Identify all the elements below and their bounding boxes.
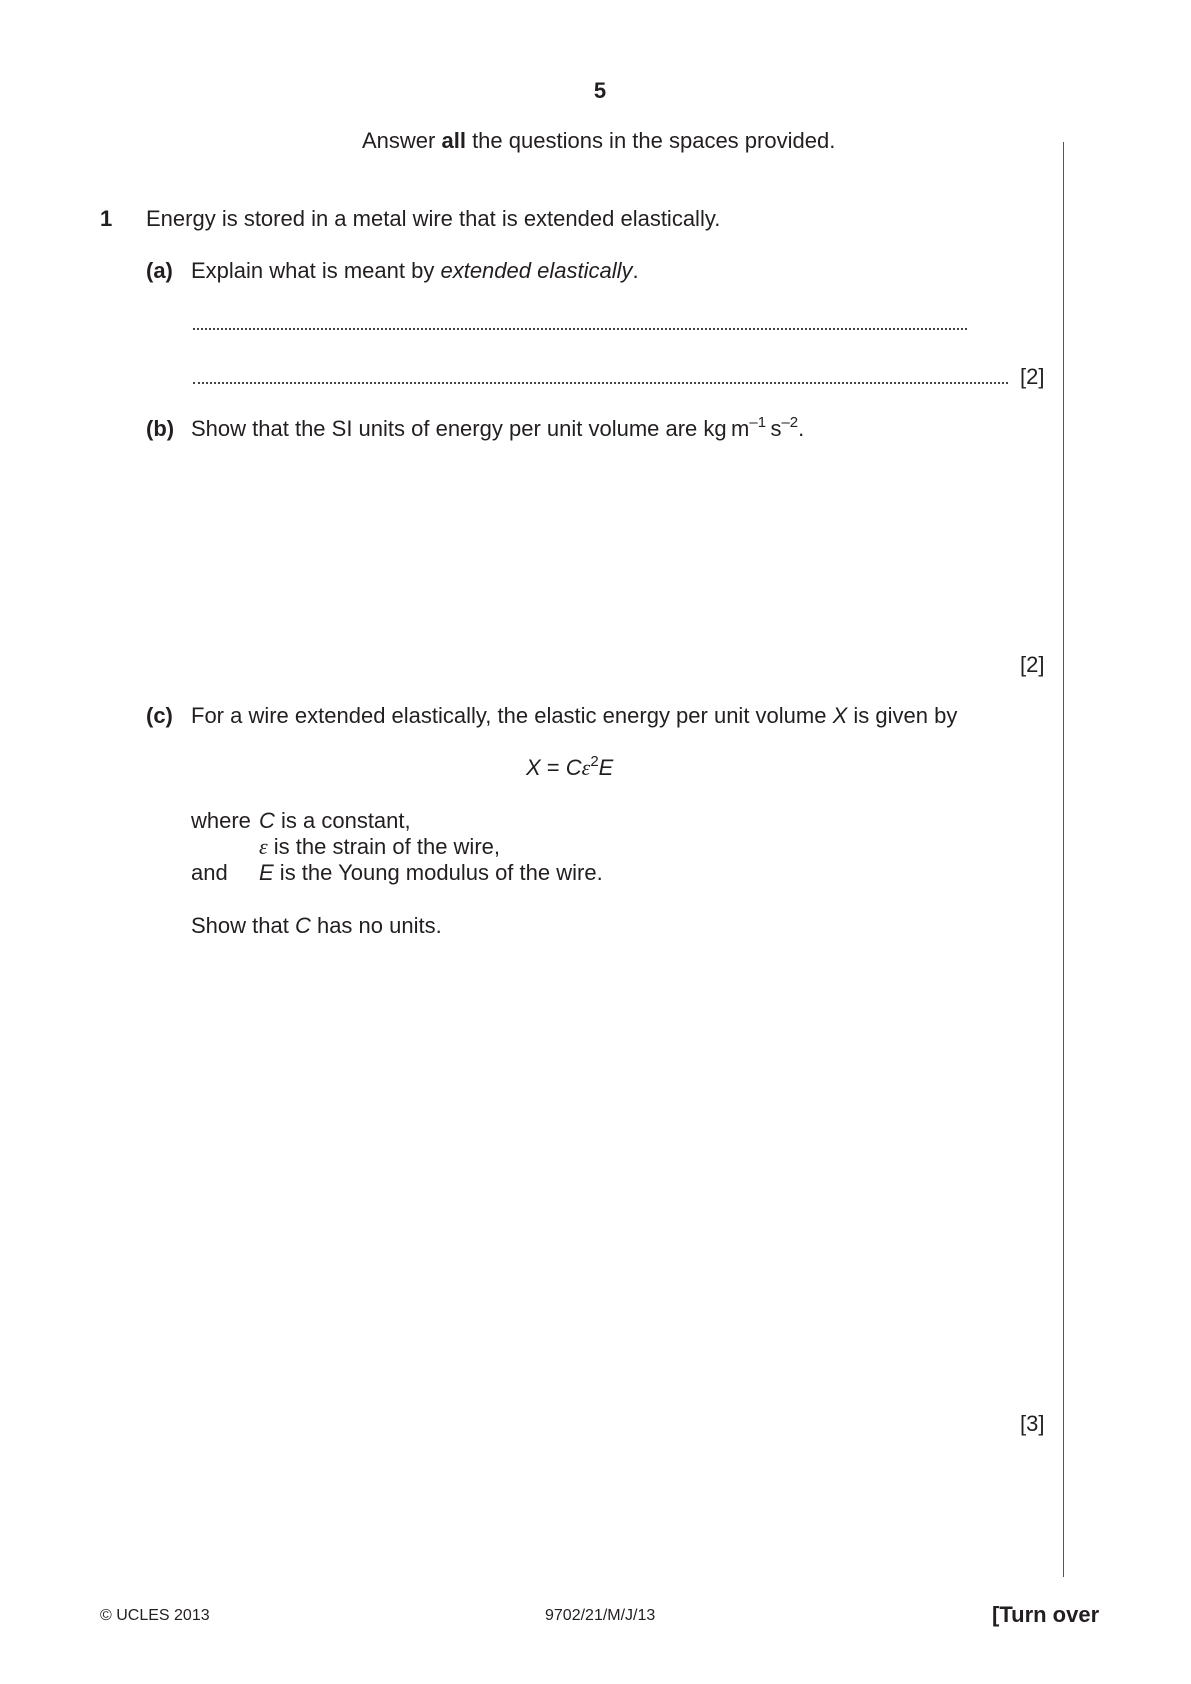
- answer-line-a-1[interactable]: [193, 328, 967, 330]
- equation-sup: 2: [590, 753, 599, 770]
- footer-copyright: © UCLES 2013: [100, 1607, 210, 1624]
- where-var-1: C: [259, 808, 275, 833]
- instruction-text-after: the questions in the spaces provided.: [465, 128, 836, 153]
- where-text-1: is a constant,: [274, 808, 411, 833]
- where-line-3: [259, 862, 603, 884]
- part-a-text-before: Explain what is meant by: [191, 258, 441, 283]
- part-a-question: [191, 260, 639, 282]
- footer-code: 9702/21/M/J/13: [545, 1607, 656, 1624]
- page-instruction: [362, 130, 835, 152]
- equation-eq: =: [540, 755, 566, 780]
- equation-epsilon: ε: [581, 755, 591, 780]
- part-b-sup-1: –1: [749, 414, 767, 431]
- part-a-text-after: .: [632, 258, 639, 283]
- part-c-question: [191, 705, 957, 727]
- where-line-1: [259, 810, 411, 832]
- where-text-2: is the strain of the wire,: [267, 834, 500, 859]
- equation-lhs: X: [526, 755, 541, 780]
- equation-e: E: [598, 755, 614, 780]
- part-b-text-before: Show that the SI units of energy per unit volume are kg m: [191, 416, 750, 441]
- part-c-marks: [3]: [1020, 1411, 1045, 1436]
- part-b-text-after: .: [798, 416, 805, 441]
- part-b-label: (b): [146, 416, 175, 441]
- where-var-2: ε: [259, 834, 268, 859]
- part-c-var-x: X: [832, 703, 848, 728]
- part-c-answer-space[interactable]: [191, 950, 1021, 1400]
- show-text-after: has no units.: [310, 913, 442, 938]
- show-var-c: C: [294, 913, 311, 938]
- part-c-text-before: For a wire extended elastically, the elastic energy per unit volume: [191, 703, 833, 728]
- footer-turn-over: [Turn over: [992, 1602, 1100, 1627]
- page-number: 5: [593, 78, 607, 103]
- equation-c: C: [565, 755, 582, 780]
- where-lead-3: and: [191, 860, 228, 885]
- part-a-text-italic: extended elastically: [440, 258, 633, 283]
- where-lead-1: where: [191, 808, 251, 833]
- answer-line-a-2[interactable]: [193, 382, 1008, 384]
- where-var-3: E: [259, 860, 274, 885]
- where-text-3: is the Young modulus of the wire.: [273, 860, 603, 885]
- part-c-show-that: [191, 915, 442, 937]
- part-c-text-after: is given by: [847, 703, 958, 728]
- instruction-text-before: Answer: [362, 128, 442, 153]
- show-text-before: Show that: [191, 913, 295, 938]
- part-b-sup-2: –2: [781, 414, 799, 431]
- part-b-marks: [2]: [1020, 652, 1045, 677]
- where-line-2: [259, 836, 500, 858]
- question-number: 1: [100, 206, 113, 231]
- instruction-text-bold: all: [441, 128, 466, 153]
- part-b-text-mid: s: [766, 416, 782, 441]
- part-b-question: [191, 414, 805, 441]
- part-a-marks: [2]: [1020, 364, 1045, 389]
- margin-line: [1063, 142, 1064, 1577]
- question-stem: Energy is stored in a metal wire that is extended elastically.: [146, 206, 721, 231]
- part-b-answer-space[interactable]: [191, 450, 1021, 640]
- equation: [526, 753, 614, 780]
- part-c-label: (c): [146, 703, 173, 728]
- part-a-label: (a): [146, 258, 173, 283]
